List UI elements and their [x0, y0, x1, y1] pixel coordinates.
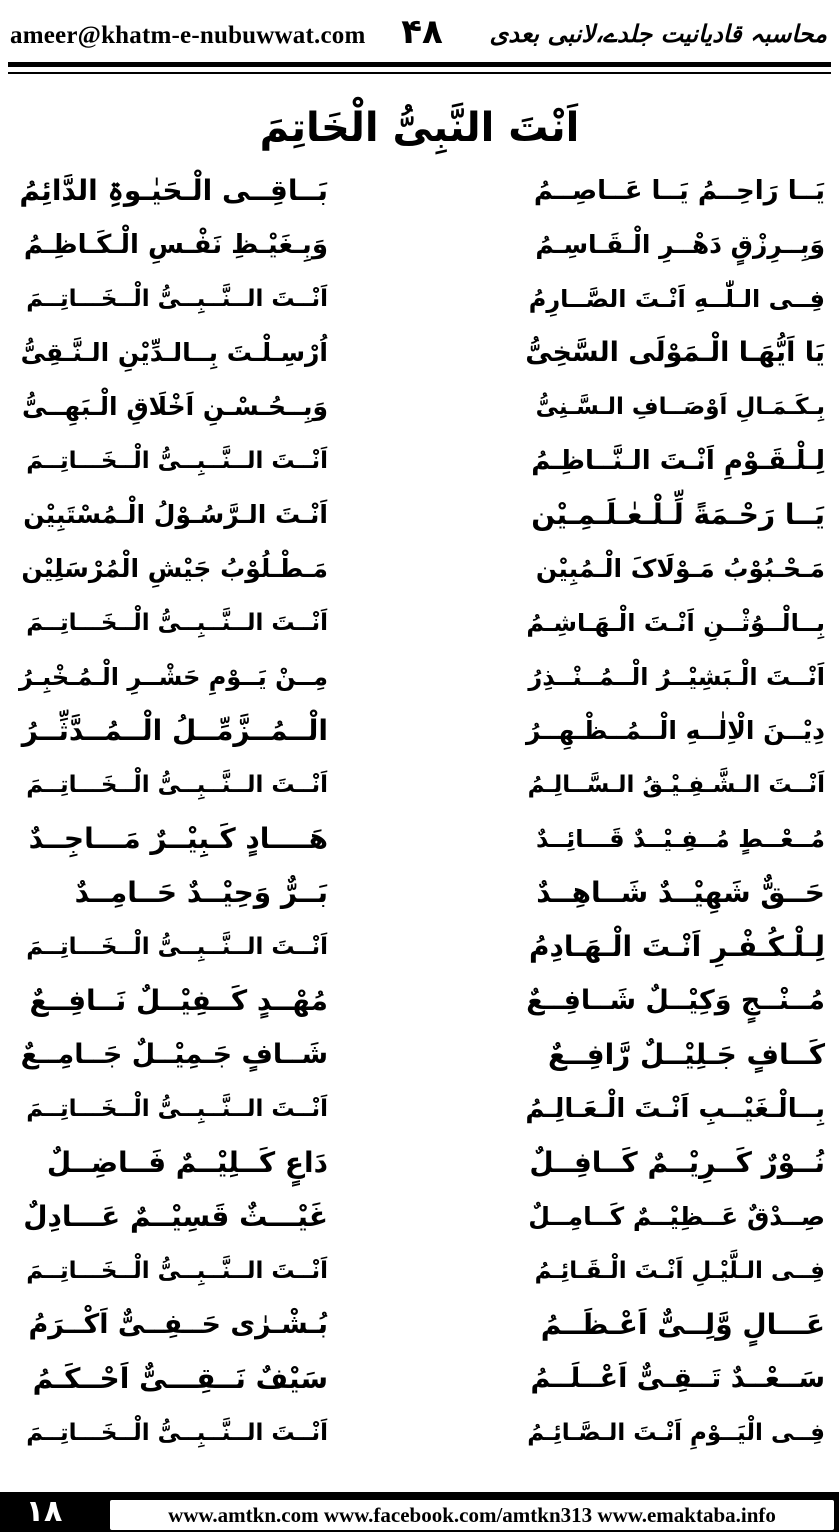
hemistich-left: اُرْسِـلْـتَ بِــالـدِّیْنِ الـنَّـقِیُّ: [20, 338, 328, 367]
footer-urls: www.amtkn.com www.facebook.com/amtkn313 www.emaktaba.info: [110, 1500, 834, 1530]
hemistich-left: اَنْــتَ الــنَّــبِــیُّ الْــخَـــاتِــمَ: [26, 1420, 328, 1446]
hemistich-right: اَنْــتَ الـشَّـفِـیْـقُ الـسَّــالِـمُ: [527, 772, 825, 798]
couplet: [0, 650, 839, 704]
couplet: [0, 1244, 839, 1298]
hemistich-left: شَــافٍ جَـمِیْــلٌ جَــامِــعٌ: [20, 1039, 328, 1070]
couplet: [0, 866, 839, 920]
hemistich-left: مَـطْـلُوْبُ جَیْشِ الْمُرْسَلِیْن: [21, 554, 328, 583]
couplet: [0, 1352, 839, 1406]
hemistich-right: مُــعْــطٍ مُــفِـیْــدٌ قَـــائِــدٌ: [535, 825, 825, 853]
hemistich-right: یَــا رَاحِــمُ یَــا عَــاصِــمُ: [533, 176, 825, 206]
page-header: [0, 0, 839, 62]
couplet: [0, 596, 839, 650]
hemistich-left: مُهْــدٍ کَــفِیْــلٌ نَــافِــعٌ: [29, 984, 328, 1017]
couplet: [0, 920, 839, 974]
hemistich-left: بَــاقِــی الْـحَیٰـوۃِ الدَّائِمُ: [19, 174, 328, 207]
couplet: [0, 974, 839, 1028]
hemistich-left: اَنْــتَ الــنَّــبِــیُّ الْــخَـــاتِــمَ: [26, 1258, 328, 1284]
poem-body: [0, 164, 839, 1464]
header-rule-thick: [8, 62, 831, 67]
hemistich-right: فِــی الـلّٰــهِ اَنْـتَ الصَّــارِمُ: [528, 285, 825, 313]
hemistich-left: بُـشْـرٰی حَــفِــیٌّ اَکْــرَمُ: [28, 1309, 328, 1340]
hemistich-left: هَــــادٍ کَـبِیْــرٌ مَـــاجِــدٌ: [28, 822, 328, 855]
hemistich-right: حَــقٌّ شَهِیْــدٌ شَــاهِــدٌ: [536, 876, 825, 909]
hemistich-left: وَبِـغَیْـظِ نَفْـسِ الْـکَـاظِـمُ: [23, 230, 328, 260]
hemistich-right: عَـــالٍ وَّلِــیٌّ اَعْـظَــمُ: [540, 1308, 825, 1341]
couplet: [0, 758, 839, 812]
hemistich-right: فِــی الـلَّیْـلِ اَنْـتَ الْـقَـائِـمُ: [534, 1258, 825, 1284]
hemistich-right: یَا اَیُّهَـا الْـمَوْلَی السَّخِیُّ: [525, 337, 825, 368]
couplet: [0, 272, 839, 326]
hemistich-right: دِیْــنَ الْاِلٰــهِ الْــمُــظْـهِــرُ: [526, 716, 825, 745]
hemistich-right: سَــعْــدٌ تَــقِـیٌّ اَعْــلَــمُ: [530, 1363, 825, 1394]
hemistich-right: فِــی الْیَــوْمِ اَنْـتَ الـصَّـائِـمُ: [527, 1420, 825, 1446]
book-title: محاسبہ قادیانیت جلدے،لانبی بعدی: [489, 20, 827, 48]
couplet: [0, 488, 839, 542]
hemistich-left: بَــرٌّ وَحِیْــدٌ حَــامِــدٌ: [74, 876, 328, 909]
hemistich-left: اَنْـتَ الـرَّسُـوْلُ الْـمُسْتَبِیْن: [23, 500, 328, 529]
hemistich-right: بِــالْـغَیْــبِ اَنْـتَ الْـعَـالِـمُ: [525, 1094, 825, 1124]
footer-page-number: ۱۸: [25, 1494, 63, 1529]
couplet: [0, 1028, 839, 1082]
hemistich-right: مُــنْــجٍ وَکِیْــلٌ شَــافِــعٌ: [526, 985, 825, 1016]
hemistich-right: لِـلْـقَـوْمِ اَنْـتَ الـنَّــاظِـمُ: [531, 446, 825, 476]
couplet: [0, 380, 839, 434]
header-rule-thin: [8, 72, 831, 74]
hemistich-left: اَنْــتَ الــنَّــبِــیُّ الْــخَـــاتِــمَ: [26, 610, 328, 636]
hemistich-left: اَنْــتَ الــنَّــبِــیُّ الْــخَـــاتِــمَ: [26, 772, 328, 798]
hemistich-left: سَیْفٌ نَــقِـــیٌّ اَحْــکَـمُ: [32, 1362, 328, 1395]
couplet: [0, 812, 839, 866]
couplet: [0, 434, 839, 488]
hemistich-right: وَبِــرِزْقٍ دَهْــرِ الْـقَـاسِـمُ: [535, 230, 825, 259]
hemistich-right: کَــافٍ جَـلِیْــلٌ رَّافِــعٌ: [547, 1038, 825, 1071]
couplet: [0, 1406, 839, 1460]
couplet: [0, 704, 839, 758]
hemistich-left: اَنْــتَ الــنَّــبِــیُّ الْــخَـــاتِــمَ: [26, 448, 328, 474]
hemistich-left: وَبِــحُـسْـنِ اَخْلَاقِ الْـبَهِــیُّ: [22, 392, 328, 421]
contact-email: ameer@khatm-e-nubuwwat.com: [10, 22, 366, 49]
couplet: [0, 164, 839, 218]
hemistich-right: نُــوْرٌ کَــرِیْــمٌ کَــافِــلٌ: [529, 1146, 825, 1179]
hemistich-left: اَنْــتَ الــنَّــبِــیُّ الْــخَـــاتِــمَ: [26, 286, 328, 312]
hemistich-left: الْــمُــزَّمِّــلُ الْــمُــدَّثِّــرُ: [21, 714, 328, 747]
couplet: [0, 542, 839, 596]
couplet: [0, 1298, 839, 1352]
hemistich-right: بِــالْــوُثْــنِ اَنْـتَ الْـهَـاشِـمُ: [526, 609, 825, 637]
couplet: [0, 218, 839, 272]
hemistich-left: اَنْــتَ الــنَّــبِــیُّ الْــخَـــاتِــمَ: [26, 1096, 328, 1122]
hemistich-left: دَاعٍ کَــلِیْــمٌ فَــاضِــلٌ: [46, 1146, 328, 1179]
hemistich-right: بِـکَـمَـالِ اَوْصَــافِ الـسَّـنِیُّ: [535, 394, 825, 420]
couplet: [0, 1082, 839, 1136]
poem-title: اَنْتَ النَّبِیُّ الْخَاتِمَ: [259, 105, 580, 151]
hemistich-left: مِــنْ یَــوْمِ حَشْــرِ الْـمُـخْبِـرُ: [19, 663, 328, 691]
hemistich-right: لِـلْـکُـفْـرِ اَنْـتَ الْـهَـادِمُ: [528, 930, 825, 963]
hemistich-right: مَـحْـبُوْبُ مَـوْلَاکَ الْـمُبِیْن: [535, 554, 825, 583]
hemistich-right: یَــا رَحْـمَةً لِّـلْـعٰـلَـمِـیْن: [531, 498, 825, 531]
page-number: ۴۸: [401, 12, 443, 52]
couplet: [0, 1136, 839, 1190]
hemistich-left: اَنْــتَ الــنَّــبِــیُّ الْــخَـــاتِــمَ: [26, 934, 328, 960]
hemistich-left: غَیْـــثٌ قَسِیْــمٌ عَـــادِلٌ: [23, 1200, 328, 1233]
couplet: [0, 326, 839, 380]
hemistich-right: صِــدْقٌ عَــظِیْــمٌ کَــامِــلٌ: [528, 1202, 825, 1231]
couplet: [0, 1190, 839, 1244]
hemistich-right: اَنْــتَ الْـبَشِیْــرُ الْــمُــنْــذِرُ: [528, 663, 825, 691]
